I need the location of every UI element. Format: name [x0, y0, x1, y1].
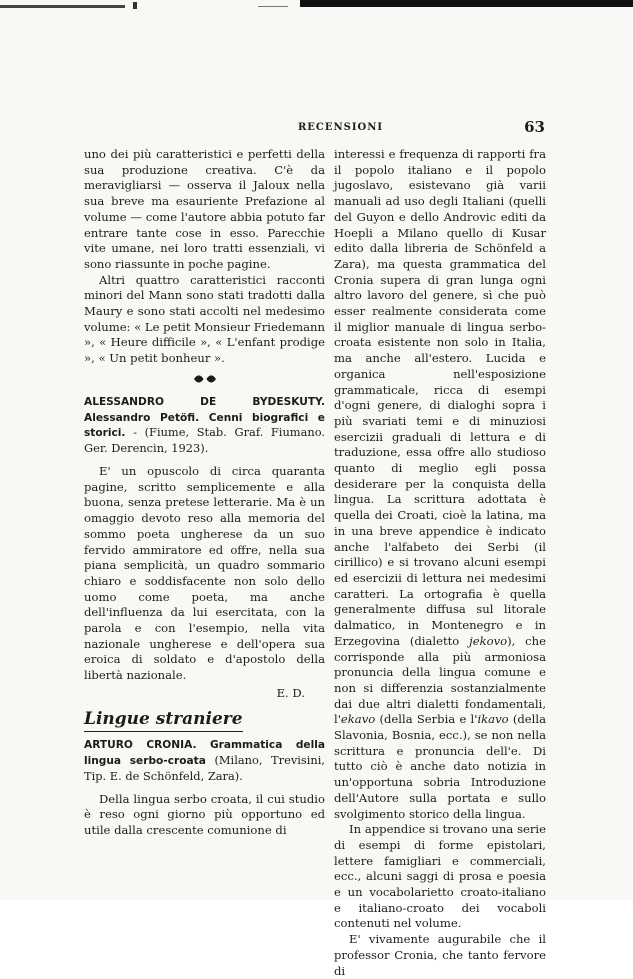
running-head: RECENSIONI — [298, 122, 384, 133]
review-heading-title: ARTURO CRONIA. Grammatica della lingua serbo-croata — [84, 739, 325, 768]
scan-mark — [300, 0, 633, 7]
paragraph: In appendice si trovano una serie di esempi di forme epistolari, lettere famigliari e commerciali, ecc., alcuni saggi di prosa e poesia e un vocabolarietto croato-italiano e italiano-croato dei vocaboli contenuti nel volume. — [334, 822, 546, 931]
scan-edge-marks — [0, 0, 633, 10]
dialect-term: ekavo — [340, 712, 376, 727]
section-title: Lingue straniere — [84, 712, 325, 728]
left-column — [84, 147, 325, 839]
paragraph: uno dei più caratteristici e perfetti della sua produzione creativa. C'è da meravigliarsi — osserva il Jaloux nella sua breve ma esauriente Prefazione al volume — come l'autore abbia potuto far entrare tante cose in esso. Parecchie vite umane, nei loro tratti essenziali, vi sono riassunte in poche pagine. — [84, 147, 325, 271]
review-heading — [84, 737, 325, 783]
dialect-term: ikavo — [477, 712, 509, 727]
scan-mark — [0, 5, 125, 8]
paragraph: Altri quattro caratteristici racconti minori del Mann sono stati tradotti dalla Maury e sono stati accolti nel medesimo volume: « Le petit Monsieur Friedemann », « Heure difficile », « L'enfant prodige », « Un petit bonheur ». — [84, 272, 325, 366]
dialect-term: jekovo — [469, 633, 508, 648]
review-heading-title: ALESSANDRO DE BYDESKUTY. Alessandro Petöfi. Cenni biografici e storici. — [84, 395, 325, 440]
review-heading — [84, 394, 325, 456]
page-header — [90, 119, 545, 139]
ornament-icon — [84, 372, 325, 388]
review-heading-publisher: (Milano, Trevisini, Tip. E. de Schönfeld, Zara). — [84, 753, 325, 783]
right-column — [334, 147, 546, 979]
scan-mark — [133, 2, 137, 9]
paragraph: interessi e frequenza di rapporti fra il popolo italiano e il popolo jugoslavo, esistevano già varii manuali ad uso degli Italiani (quelli del Guyon e dello Androvic editi da Hoepli a Milano quello di Kusar edito dalla libreria de Schönfeld a Zara), ma questa grammatica del Cronia supera di gran lunga ogni altro lavoro del genere, sì che può esser realmente considerata come il miglior manuale di lingua serbo-croata esistente non solo in Italia, ma anche all'estero. Lucida e organica nell'esposizione grammaticale, ricca di esempi d'ogni genere, di dialoghi sopra i più svariati temi e di minuziosi esercizii graduali di lettura e di traduzione, essa offre allo studioso quanto di meglio egli possa desiderare per la conquista della lingua. La scrittura adottata è quella dei Croati, cioè la latina, ma in una breve appendice è indicato anche l'alfabeto dei Serbi (il cirillico) e si trovano alcuni esempi ed esercizii di lettura nei medesimi caratteri. La ortografia è quella generalmente diffusa sul litorale dalmatico, in Montenegro e in Erzegovina (dialetto jekovo), che corrisponde alla più armoniosa pronuncia della lingua comune e non si differenzia sostanzialmente dai due altri dialetti fondamentali, l'ekavo (della Serbia e l'ikavo (della Slavonia, Bosnia, ecc.), se non nella scrittura e pronuncia dell'e. Di tutto ciò è anche dato notizia in un'opportuna sobria Introduzione dell'Autore sulla portata e sullo svolgimento storico della lingua. — [334, 147, 546, 821]
paragraph: E' vivamente augurabile che il professor Cronia, che tanto fervore di — [334, 932, 546, 978]
review-heading-publisher: - (Fiume, Stab. Graf. Fiumano. Ger. Derencin, 1923). — [84, 425, 325, 456]
paragraph: E' un opuscolo di circa quaranta pagine, scritto semplicemente e alla buona, senza pretese letterarie. Ma è un omaggio devoto reso alla memoria del sommo poeta ungherese da un suo fervido ammiratore ed offre, nella sua piana semplicità, un quadro sommario chiaro e soddisfacente non solo dello uomo come poeta, ma anche dell'influenza da lui esercitata, con la parola e con l'esempio, nella vita nazionale ungherese e dell'opera sua eroica di soldato e d'apostolo della libertà nazionale. — [84, 464, 325, 683]
scan-mark — [258, 6, 288, 7]
page-number: 63 — [524, 118, 545, 136]
signature: E. D. — [276, 685, 305, 700]
paragraph: Della lingua serbo croata, il cui studio è reso ogni giorno più opportuno ed utile dalla crescente comunione di — [84, 791, 325, 838]
